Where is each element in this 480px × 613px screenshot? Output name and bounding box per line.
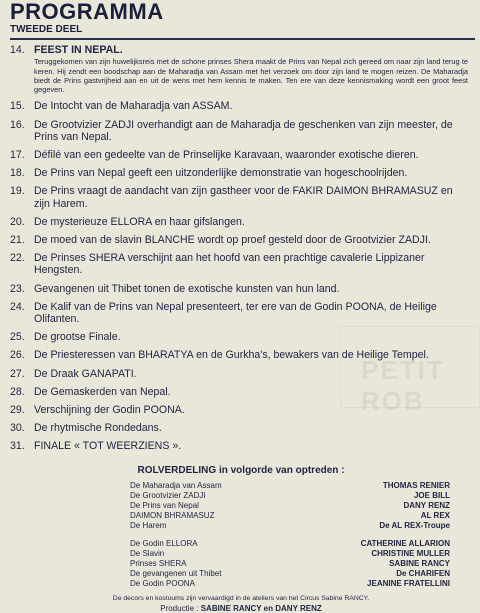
cast-actor: De AL REX-Troupe	[379, 520, 450, 530]
cast-actor: JOE BILL	[413, 490, 450, 500]
cast-row	[10, 569, 472, 579]
item-number: 25.	[10, 331, 25, 344]
item-text: De Prins vraagt de aandacht van zijn gastheer voor de FAKIR DAIMON BHRAMASUZ en zijn Harem.	[34, 185, 453, 210]
item-text: De Priesteressen van BHARATYA en de Gurkha's, bewakers van de Heilige Tempel.	[34, 349, 429, 362]
cast-actor: JEANINE FRATELLINI	[367, 578, 450, 588]
title-divider	[10, 38, 475, 40]
item-number: 20.	[10, 215, 25, 228]
cast-row	[10, 491, 472, 501]
item-text: De grootse Finale.	[34, 331, 121, 344]
cast-actor: DANY RENZ	[403, 500, 450, 510]
item-text: Gevangenen uit Thibet tonen de exotische kunsten van hun land.	[34, 282, 340, 295]
item-text: De Prins van Nepal geeft een uitzonderlijke demonstratie van hogeschoolrijden.	[34, 167, 408, 180]
item-number: 24.	[10, 300, 25, 313]
cast-row	[10, 511, 472, 521]
item-number: 31.	[10, 440, 25, 453]
program-item	[10, 301, 472, 325]
cast-role: De Grootvizier ZADJI	[130, 490, 206, 500]
item-text: De moed van de slavin BLANCHE wordt op proef gesteld door de Grootvizier ZADJI.	[34, 234, 431, 247]
item-text: De rhytmische Rondedans.	[34, 422, 162, 435]
cast-role: DAIMON BHRAMASUZ	[130, 510, 215, 520]
item-text: FINALE « TOT WEERZIENS ».	[34, 440, 182, 453]
item-number: 21.	[10, 234, 25, 247]
page-title: PROGRAMMA	[10, 0, 164, 24]
cast-actor: SABINE RANCY	[389, 558, 450, 568]
program-item	[10, 44, 472, 56]
item-text: De Gemaskerden van Nepal.	[34, 385, 171, 398]
item-number: 28.	[10, 385, 25, 398]
item-text: De Prinses SHERA verschijnt aan het hoofd van een prachtige cavalerie Lippizaner Hengsten.	[34, 252, 425, 277]
cast-row	[10, 549, 472, 559]
production-label: Productie :	[160, 603, 199, 613]
cast-actor: CHRISTINE MULLER	[371, 548, 450, 558]
cast-actor: CATHERINE ALLARION	[360, 538, 450, 548]
cast-row	[10, 539, 472, 549]
item-heading: FEEST IN NEPAL.	[34, 44, 123, 56]
program-item	[10, 185, 472, 209]
program-item	[10, 234, 472, 246]
program-item	[10, 422, 472, 434]
production-credit	[10, 604, 472, 613]
item-text: De Grootvizier ZADJI overhandigt aan de Maharadja de geschenken van zijn meester, de Prins van Nepal.	[34, 118, 453, 143]
cast-actor: AL REX	[420, 510, 450, 520]
cast-role: De Slavin	[130, 548, 165, 558]
cast-role: De gevangenen uit Thibet	[130, 568, 222, 578]
cast-actor: De CHARIFEN	[396, 568, 450, 578]
item-number: 15.	[10, 100, 25, 113]
item-text: De Kalif van de Prins van Nepal presenteert, ter ere van de Godin POONA, de Heilige Olifanten.	[34, 300, 437, 326]
cast-row	[10, 481, 472, 491]
cast-role: De Maharadja van Assam	[130, 480, 222, 490]
cast-spacer	[10, 531, 472, 539]
cast-role: De Harem	[130, 520, 167, 530]
cast-role: De Godin POONA	[130, 578, 195, 588]
program-item	[10, 119, 472, 143]
faded-watermark	[340, 326, 480, 416]
item-number: 22.	[10, 252, 25, 265]
program-item	[10, 252, 472, 276]
cast-title: ROLVERDELING in volgorde van optreden :	[137, 464, 345, 476]
watermark-text: PETIT ROB	[361, 355, 445, 416]
program-item	[10, 167, 472, 179]
program-item	[10, 149, 472, 161]
cast-actor: THOMAS RENIER	[382, 480, 450, 490]
item-number: 19.	[10, 185, 25, 198]
item-text: De Intocht van de Maharadja van ASSAM.	[34, 100, 233, 113]
item-number: 17.	[10, 149, 25, 161]
page-subtitle: TWEEDE DEEL	[10, 24, 83, 35]
item-text: De mysterieuze ELLORA en haar gifslangen.	[34, 215, 245, 228]
cast-list	[10, 481, 472, 589]
cast-role: Prinses SHERA	[130, 558, 187, 568]
item-text: Verschijning der Godin POONA.	[34, 404, 185, 417]
item-number: 18.	[10, 167, 25, 180]
decor-note: De decors en kostuums zijn vervaardigd in de ateliers van het Circus Sabine RANCY.	[112, 594, 370, 602]
item-number: 29.	[10, 404, 25, 417]
cast-role: De Godin ELLORA	[130, 538, 198, 548]
program-item	[10, 216, 472, 228]
item-text: De Draak GANAPATI.	[34, 367, 137, 380]
item-number: 27.	[10, 367, 25, 380]
production-names: SABINE RANCY en DANY RENZ	[200, 603, 322, 613]
cast-row	[10, 501, 472, 511]
program-item	[10, 283, 472, 295]
cast-row	[10, 521, 472, 531]
item-number: 26.	[10, 349, 25, 362]
program-item	[10, 440, 472, 452]
item-number: 23.	[10, 282, 25, 295]
cast-role: De Prins van Nepal	[130, 500, 199, 510]
cast-row	[10, 559, 472, 569]
item-number: 30.	[10, 422, 25, 435]
item-number: 16.	[10, 118, 25, 131]
program-item	[10, 100, 472, 112]
item-description: Teruggekomen van zijn huwelijksreis met de schone prinses Shera maakt de Prins van Nepal zich gereed om naar zijn land terug te keren. Hij zendt een boodschap aan de Maharadja van Assam met het verzoek om door zijn land te mogen reizen. De Maharadja biedt de Prins gastvrijheid aan en uit de wens met hem kennis te maken. Ten ere van deze kennismaking wordt een groot feest gegeven.	[34, 57, 468, 95]
cast-row	[10, 579, 472, 589]
item-number: 14.	[10, 44, 25, 56]
item-text: Défilé van een gedeelte van de Prinselijke Karavaan, waaronder exotische dieren.	[34, 149, 419, 161]
